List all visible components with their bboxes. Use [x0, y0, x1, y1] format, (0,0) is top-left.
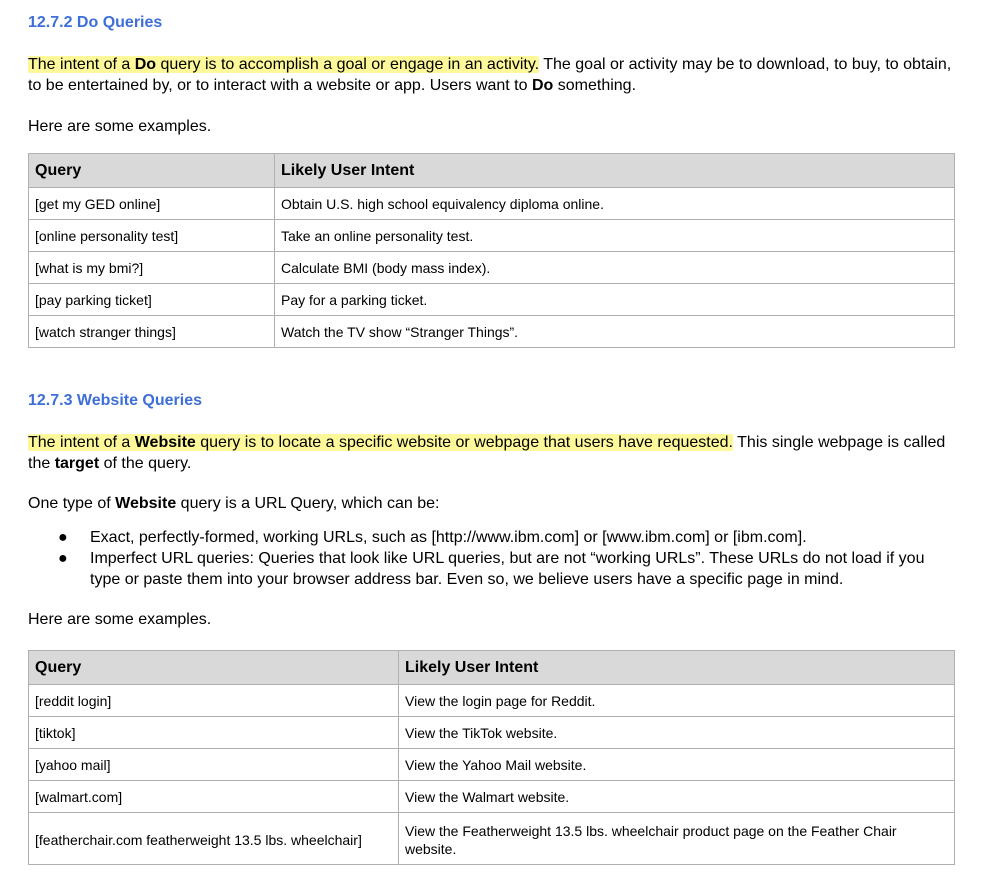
table-row [29, 284, 955, 316]
url-query-intro: One type of Website query is a URL Query, which can be: [28, 495, 440, 512]
query-cell: [reddit login] [29, 685, 399, 717]
table-row [29, 685, 955, 717]
website-queries-table [28, 650, 955, 865]
query-cell: [featherchair.com featherweight 13.5 lbs. wheelchair] [29, 813, 399, 865]
query-cell: [what is my bmi?] [29, 252, 275, 284]
intent-cell: View the Walmart website. [399, 781, 955, 813]
query-cell: [online personality test] [29, 220, 275, 252]
table-row [29, 188, 955, 220]
website-intro-highlight: The intent of a Website query is to locate a specific website or webpage that users have requested. [28, 434, 733, 451]
do-intro-paragraph: The intent of a Do query is to accomplish a goal or engage in an activity. The goal or activity may be to download, to buy, to obtain, to be entertained by, or to interact with a website or app. Users want to Do something. [28, 56, 952, 94]
query-cell: [pay parking ticket] [29, 284, 275, 316]
list-item: ● Exact, perfectly-formed, working URLs, such as [http://www.ibm.com] or [www.ibm.com] or [ibm.com]. [58, 529, 807, 546]
do-queries-table [28, 153, 955, 348]
intent-cell: Obtain U.S. high school equivalency diploma online. [275, 188, 955, 220]
table-row [29, 717, 955, 749]
do-examples-label: Here are some examples. [28, 118, 212, 135]
table-header-row [29, 154, 955, 188]
do-intro-highlight: The intent of a Do query is to accomplish a goal or engage in an activity. [28, 56, 540, 73]
table-row [29, 220, 955, 252]
intent-cell: Watch the TV show “Stranger Things”. [275, 316, 955, 348]
query-cell: [get my GED online] [29, 188, 275, 220]
intent-cell: View the Featherweight 13.5 lbs. wheelchair product page on the Feather Chair website. [399, 813, 955, 865]
column-header-query: Query [29, 154, 275, 188]
query-cell: [walmart.com] [29, 781, 399, 813]
column-header-query: Query [29, 651, 399, 685]
column-header-intent: Likely User Intent [399, 651, 955, 685]
heading-do-queries: 12.7.2 Do Queries [28, 14, 163, 31]
intent-cell: Calculate BMI (body mass index). [275, 252, 955, 284]
website-intro-paragraph: The intent of a Website query is to locate a specific website or webpage that users have requested. This single webpage is called the target of the query. [28, 434, 946, 472]
table-row [29, 813, 955, 865]
bullet-icon: ● [58, 529, 68, 546]
query-cell: [yahoo mail] [29, 749, 399, 781]
intent-cell: View the TikTok website. [399, 717, 955, 749]
website-examples-label: Here are some examples. [28, 611, 212, 628]
column-header-intent: Likely User Intent [275, 154, 955, 188]
bullet-icon: ● [58, 550, 68, 567]
query-cell: [tiktok] [29, 717, 399, 749]
intent-cell: Take an online personality test. [275, 220, 955, 252]
intent-cell: View the login page for Reddit. [399, 685, 955, 717]
intent-cell: Pay for a parking ticket. [275, 284, 955, 316]
table-row [29, 781, 955, 813]
query-cell: [watch stranger things] [29, 316, 275, 348]
table-row [29, 749, 955, 781]
url-query-bullet-list [28, 527, 958, 590]
table-row [29, 252, 955, 284]
table-header-row [29, 651, 955, 685]
table-row [29, 316, 955, 348]
heading-website-queries: 12.7.3 Website Queries [28, 392, 203, 409]
intent-cell: View the Yahoo Mail website. [399, 749, 955, 781]
list-item: ● Imperfect URL queries: Queries that look like URL queries, but are not “working URLs”. These URLs do not load if you type or paste them into your browser address bar. Even so, we believe users have a specific page in mind. [58, 550, 925, 588]
